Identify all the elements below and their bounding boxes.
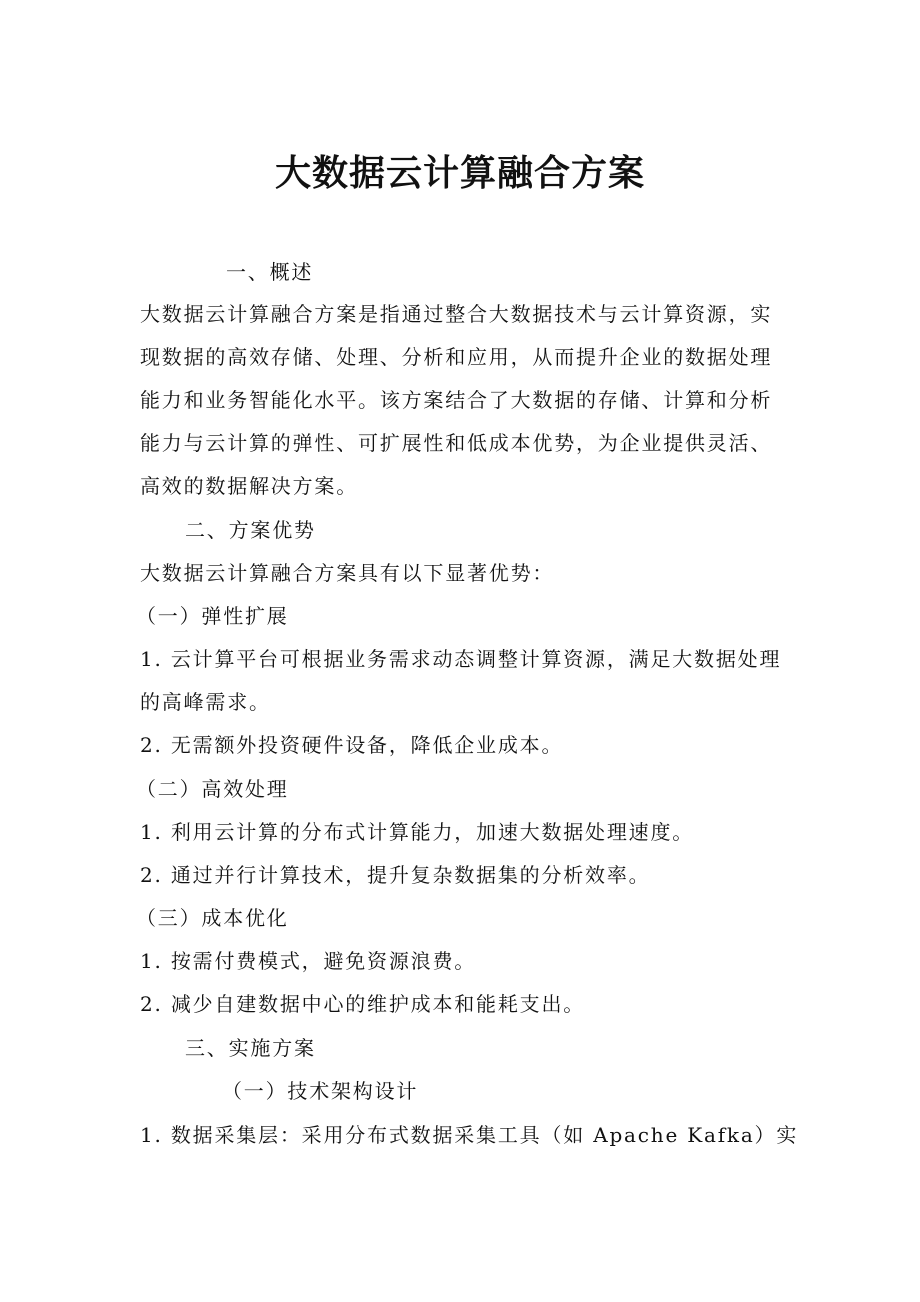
paragraph-line: 大数据云计算融合方案是指通过整合大数据技术与云计算资源，实 xyxy=(140,302,773,326)
list-item: 1. 利用云计算的分布式计算能力，加速大数据处理速度。 xyxy=(140,820,695,844)
subsection-heading: （一）弹性扩展 xyxy=(136,604,289,628)
subsection-heading: （二）高效处理 xyxy=(136,777,289,801)
document-title: 大数据云计算融合方案 xyxy=(274,153,645,194)
list-item: 2. 减少自建数据中心的维护成本和能耗支出。 xyxy=(140,992,586,1016)
paragraph-line: 现数据的高效存储、处理、分析和应用，从而提升企业的数据处理 xyxy=(140,345,773,369)
section-heading-implementation: 三、实施方案 xyxy=(185,1036,316,1060)
paragraph-line: 大数据云计算融合方案具有以下显著优势： xyxy=(140,561,555,585)
list-item: 2. 无需额外投资硬件设备，降低企业成本。 xyxy=(140,733,564,757)
list-item: 1. 按需付费模式，避免资源浪费。 xyxy=(140,949,477,973)
list-item-continuation: 的高峰需求。 xyxy=(140,690,271,714)
paragraph-line: 能力与云计算的弹性、可扩展性和低成本优势，为企业提供灵活、 xyxy=(140,431,773,455)
subsection-heading: （一）技术架构设计 xyxy=(222,1079,419,1103)
section-heading-advantages: 二、方案优势 xyxy=(185,518,316,542)
list-item: 1. 云计算平台可根据业务需求动态调整计算资源，满足大数据处理 xyxy=(140,647,782,671)
section-heading-overview: 一、概述 xyxy=(226,260,314,284)
paragraph-line: 能力和业务智能化水平。该方案结合了大数据的存储、计算和分析 xyxy=(140,388,773,412)
list-item: 1. 数据采集层：采用分布式数据采集工具（如 Apache Kafka）实 xyxy=(140,1123,799,1147)
list-item: 2. 通过并行计算技术，提升复杂数据集的分析效率。 xyxy=(140,863,651,887)
subsection-heading: （三）成本优化 xyxy=(136,906,289,930)
paragraph-line: 高效的数据解决方案。 xyxy=(140,474,358,498)
